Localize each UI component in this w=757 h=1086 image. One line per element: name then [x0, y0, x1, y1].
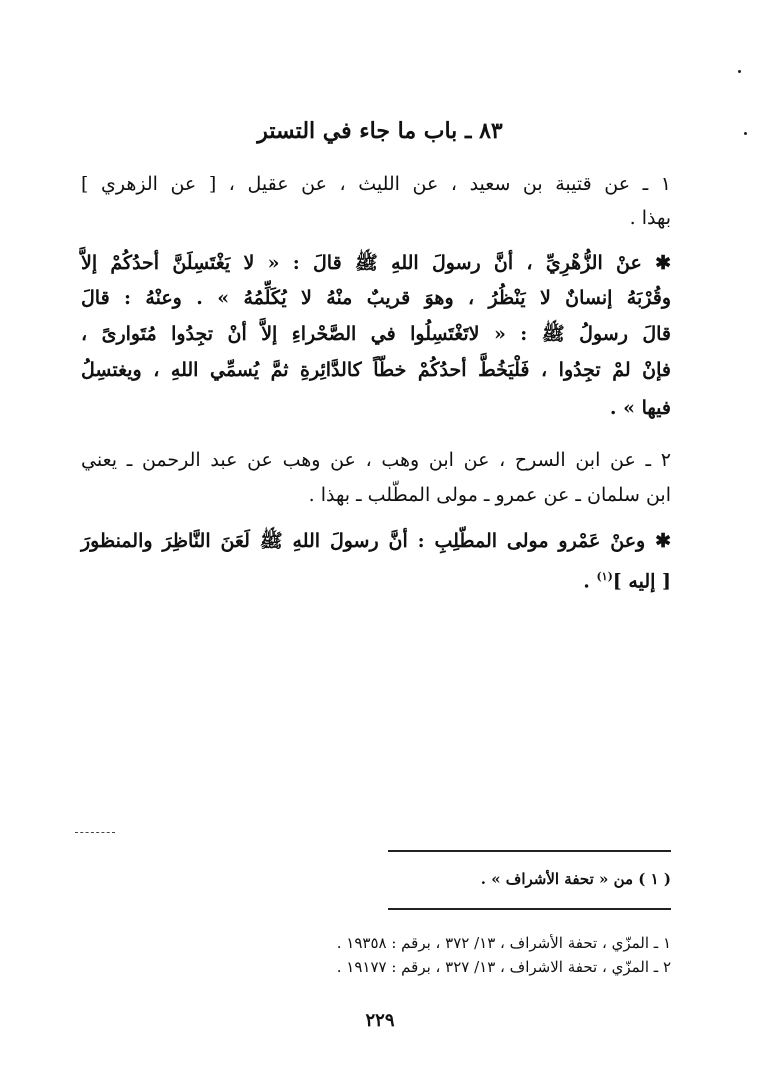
source-line-1: ١ ـ المزّي ، تحفة الأشراف ، ١٣/ ٣٧٢ ، برقم : ١٩٣٥٨ . [336, 934, 671, 952]
scan-speck [744, 132, 747, 135]
hadith1-matn-line3: قالَ رسولُ ﷺ : « لاتَغْتَسِلُوا في الصَّحْراءِ إلاَّ أنْ تجِدُوا مُتَوارىً ، [81, 323, 671, 345]
footnote-text: ( ١ ) من « تحفة الأشراف » . [480, 870, 671, 888]
hadith1-isnad-line1: ١ ـ عن قتيبة بن سعيد ، عن الليث ، عن عقيل ، [ عن الزهري ] [81, 173, 671, 195]
footnote-reference: (١) [596, 570, 613, 583]
sentence-end: . [583, 570, 590, 593]
scan-speck [738, 70, 741, 73]
bullet-mark: ✱ [655, 252, 671, 274]
hadith2-isnad-line2: ابن سلمان ـ عن عمرو ـ مولى المطّلب ـ بهذا . [308, 484, 671, 506]
hadith1-matn-line1 [81, 252, 671, 275]
source-line-2: ٢ ـ المزّي ، تحفة الاشراف ، ١٣/ ٣٢٧ ، برقم : ١٩١٧٧ . [336, 958, 671, 976]
hadith2-matn-line1 [81, 530, 671, 553]
bracketed-insertion: [ إليه ] [612, 570, 671, 593]
footnote-separator [388, 850, 671, 852]
hadith1-isnad-line2: بهذا . [629, 207, 671, 229]
page-number: ٢٢٩ [365, 1010, 395, 1031]
chapter-heading: ٨٣ ـ باب ما جاء في التستر [257, 118, 503, 144]
bullet-mark: ✱ [655, 530, 671, 552]
hadith1-matn-line2: وقُرْبَهُ إنسانٌ لا يَنْظُرُ ، وهوَ قريبٌ منْهُ لا يُكَلِّمُهُ » . وعنْهُ : قالَ [81, 287, 671, 309]
hadith2-matn-text1: وعنْ عَمْرو مولى المطّلِبِ : أنَّ رسولَ اللهِ ﷺ لَعَنَ النَّاظِرَ والمنظورَ [81, 530, 646, 552]
hadith1-matn-line4: فإنْ لمْ تجِدُوا ، فَلْيَخُطَّ أحدُكُمْ خطّاً كالدَّائِرةِ ثمَّ يُسمِّي اللهِ ، ويغتسِلُ [81, 359, 671, 381]
hadith1-matn-text1: عنْ الزُّهْرِيِّ ، أنَّ رسولَ اللهِ ﷺ قالَ : « لا يَغْتَسِلَنَّ أحدُكُمْ إلاَّ [81, 252, 642, 274]
sources-separator [388, 908, 671, 910]
hadith2-isnad-line1: ٢ ـ عن ابن السرح ، عن ابن وهب ، عن وهب عن عبد الرحمن ـ يعني [81, 449, 671, 471]
margin-mark [75, 832, 115, 833]
hadith1-matn-line5: فيها » . [609, 397, 671, 419]
hadith2-matn-line2 [81, 570, 671, 593]
